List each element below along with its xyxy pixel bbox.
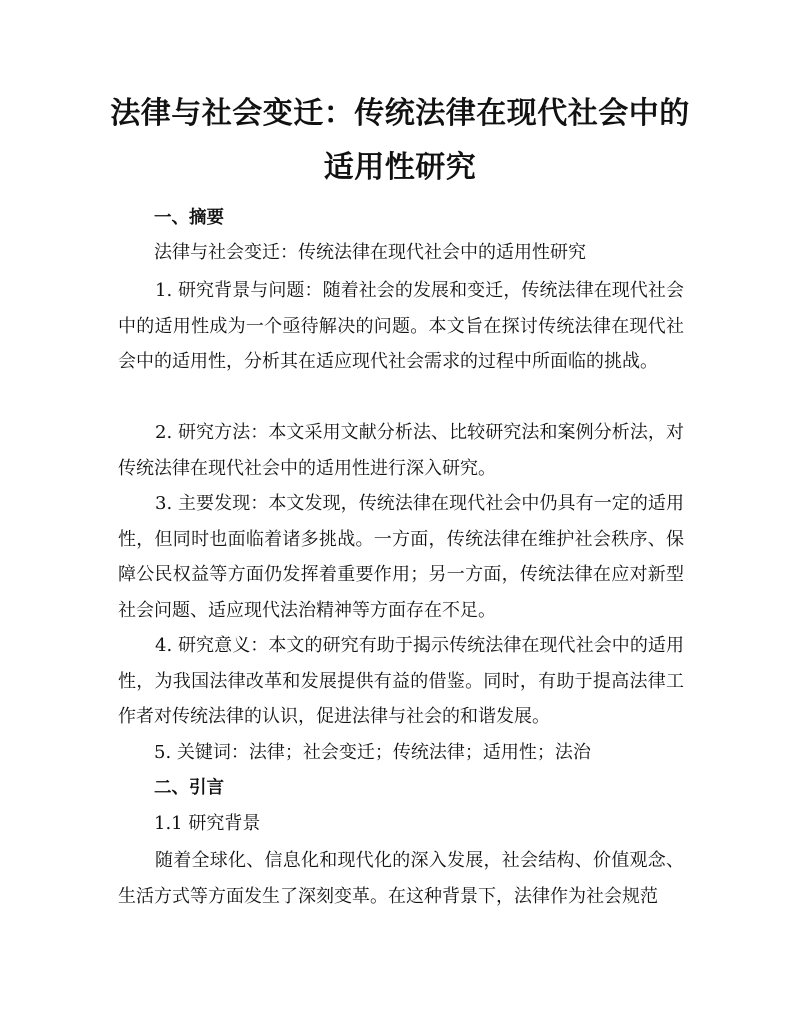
introduction-heading: 二、引言 xyxy=(154,778,224,798)
abstract-item-5-keywords: 5. 关键词：法律；社会变迁；传统法律；适用性；法治 xyxy=(154,742,591,763)
abstract-item-1: 1. 研究背景与问题：随着社会的发展和变迁，传统法律在现代社会中的适用性成为一个亟待解决的问题。本文旨在探讨传统法律在现代社会中的适用性，分析其在适应现代社会需求的过程中所面临的挑战。 xyxy=(118,280,684,372)
abstract-item-3: 3. 主要发现：本文发现，传统法律在现代社会中仍具有一定的适用性，但同时也面临着诸多挑战。一方面，传统法律在维护社会秩序、保障公民权益等方面仍发挥着重要作用；另一方面，传统法律在应对新型社会问题、适应现代法治精神等方面存在不足。 xyxy=(118,493,684,621)
abstract-subtitle: 法律与社会变迁：传统法律在现代社会中的适用性研究 xyxy=(154,242,586,263)
abstract-heading: 一、摘要 xyxy=(154,208,224,228)
document-title-line-2: 适用性研究 xyxy=(323,150,477,185)
introduction-paragraph: 随着全球化、信息化和现代化的深入发展，社会结构、价值观念、生活方式等方面发生了深刻变革。在这种背景下，法律作为社会规范 xyxy=(118,850,684,907)
document-title-line-1: 法律与社会变迁：传统法律在现代社会中的 xyxy=(110,96,690,131)
abstract-item-2: 2. 研究方法：本文采用文献分析法、比较研究法和案例分析法，对传统法律在现代社会中的适用性进行深入研究。 xyxy=(118,422,684,479)
abstract-item-4: 4. 研究意义：本文的研究有助于揭示传统法律在现代社会中的适用性，为我国法律改革和发展提供有益的借鉴。同时，有助于提高法律工作者对传统法律的认识，促进法律与社会的和谐发展。 xyxy=(118,635,684,727)
introduction-subheading: 1.1 研究背景 xyxy=(154,813,261,834)
